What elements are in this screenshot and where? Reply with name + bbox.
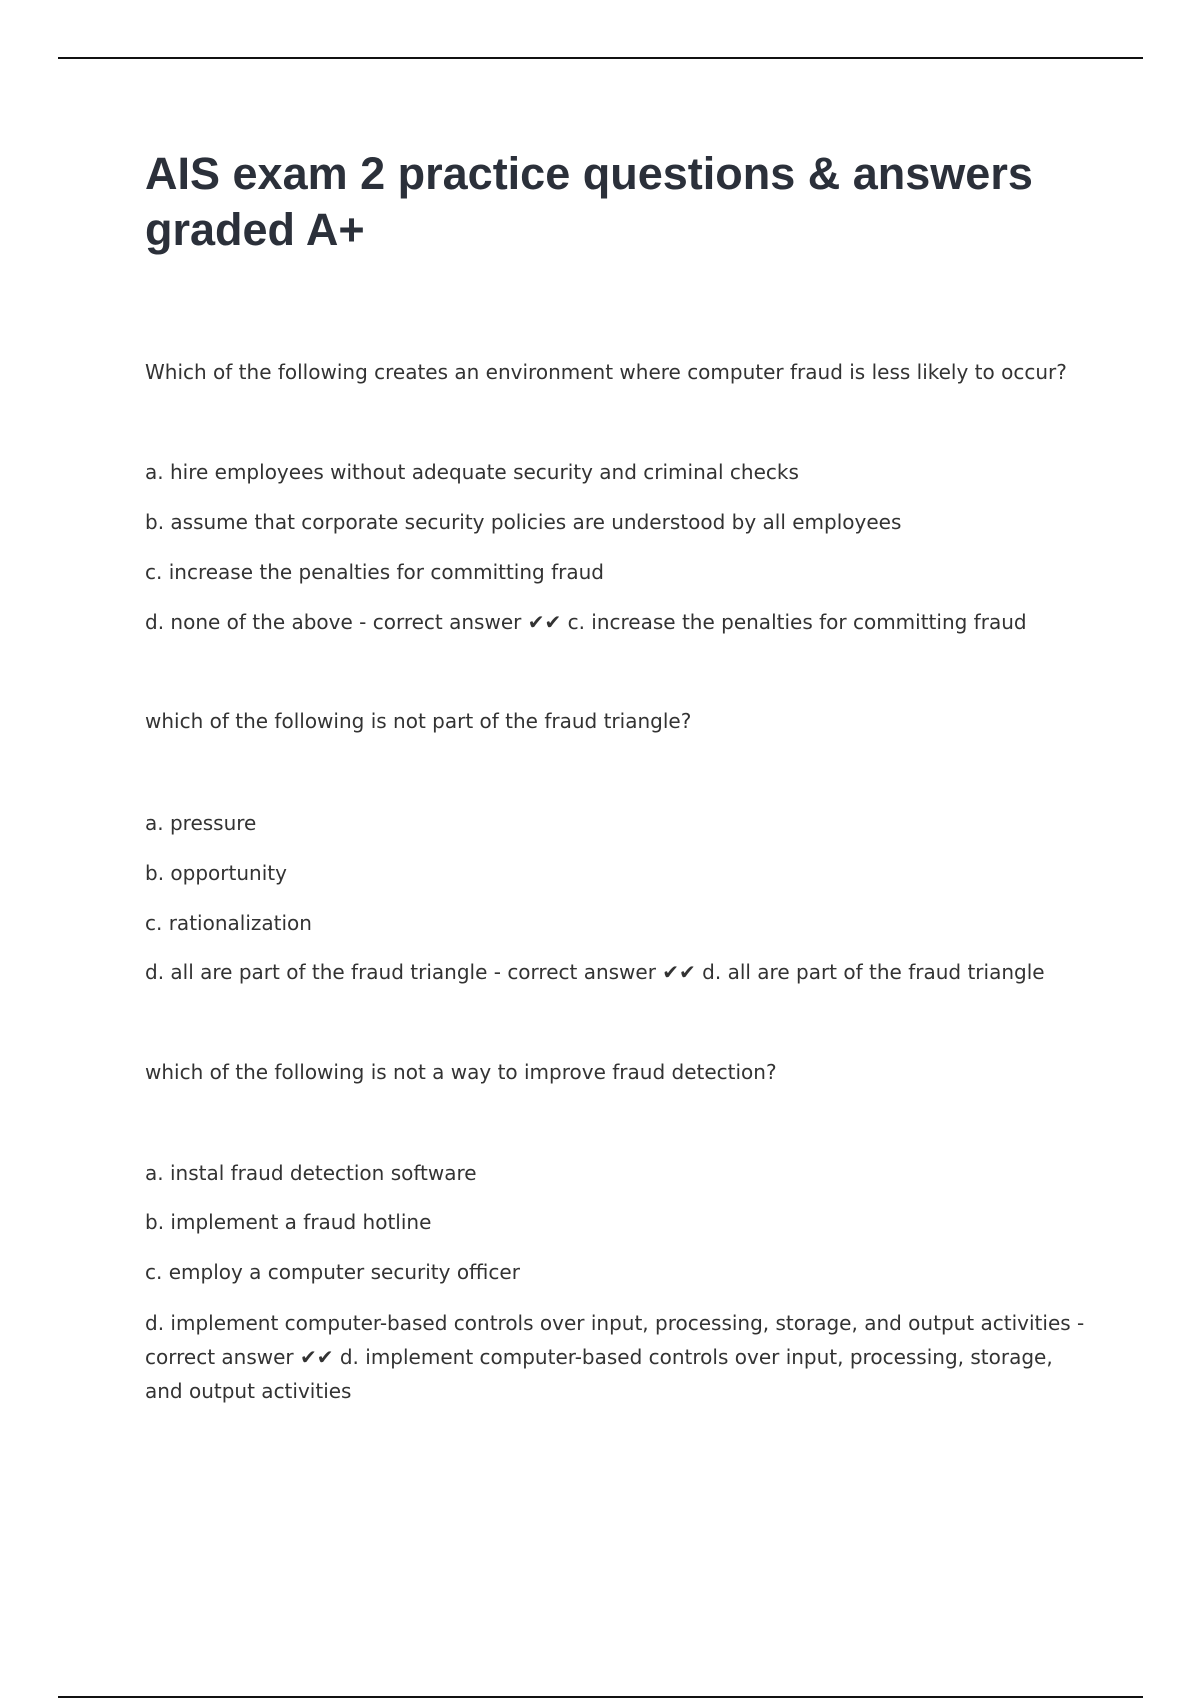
question-1-option-c: c. increase the penalties for committing fraud [145, 560, 604, 584]
question-2-option-b: b. opportunity [145, 861, 287, 885]
question-1-prompt: Which of the following creates an environment where computer fraud is less likely to occur? [145, 360, 1067, 384]
question-1-option-d-answer: d. none of the above - correct answer ✔✔ c. increase the penalties for committing fraud [145, 610, 1027, 634]
question-2-option-a: a. pressure [145, 811, 257, 835]
question-1-option-a: a. hire employees without adequate security and criminal checks [145, 460, 799, 484]
document-title: AIS exam 2 practice questions & answers graded A+ [145, 148, 1033, 255]
question-3-option-d-answer: d. implement computer-based controls over input, processing, storage, and output activities - correct answer ✔✔ d. implement computer-based controls over input, processing, storage, and output activities [145, 1311, 1085, 1403]
question-3-prompt: which of the following is not a way to improve fraud detection? [145, 1060, 777, 1084]
question-1-option-b: b. assume that corporate security policies are understood by all employees [145, 510, 902, 534]
question-3-option-b: b. implement a fraud hotline [145, 1210, 432, 1234]
question-2-option-c: c. rationalization [145, 911, 312, 935]
question-3-option-a: a. instal fraud detection software [145, 1161, 477, 1185]
question-3-option-c: c. employ a computer security officer [145, 1260, 520, 1284]
question-2-prompt: which of the following is not part of the fraud triangle? [145, 709, 692, 733]
question-2-option-d-answer: d. all are part of the fraud triangle - correct answer ✔✔ d. all are part of the fraud triangle [145, 960, 1045, 984]
footer-rule [58, 1696, 1143, 1698]
header-rule [58, 57, 1143, 59]
